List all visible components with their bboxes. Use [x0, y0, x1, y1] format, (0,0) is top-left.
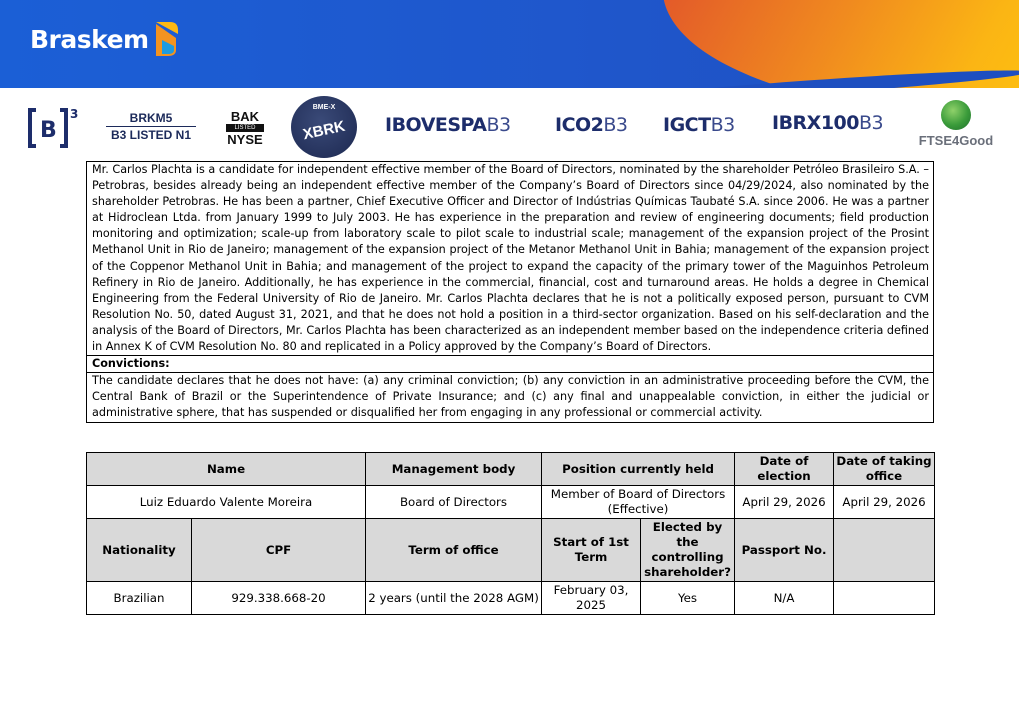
convictions-text: The candidate declares that he does not have: (a) any criminal conviction; (b) any conviction in an administrative proceeding before the CVM, the Central Bank of Brazil or the Superintendence of Private Insurance; and (c) any final and unappealable conviction, in either the judicial or administrative sphere, that has suspended or disqualified her from engaging in any professional or commercial activity.	[92, 374, 929, 420]
ico2-label: ICO2	[555, 114, 604, 136]
brkm5-listing-logo	[106, 111, 196, 142]
header-position: Position currently held	[542, 453, 735, 486]
braskem-mark-icon	[154, 20, 180, 58]
bak-listed: LISTED	[226, 124, 264, 132]
igct-label: IGCT	[663, 114, 711, 136]
table-row	[87, 519, 935, 582]
ibovespa-b3: B3	[486, 114, 511, 136]
header-nationality: Nationality	[87, 519, 192, 582]
svg-text:3: 3	[70, 107, 79, 121]
header-management-body: Management body	[366, 453, 542, 486]
header-date-election: Date of election	[735, 453, 834, 486]
convictions-heading: Convictions:	[87, 355, 933, 373]
ico2-logo	[555, 114, 628, 136]
igct-logo	[663, 114, 735, 136]
ibovespa-logo	[385, 114, 511, 136]
ico2-b3: B3	[603, 114, 628, 136]
globe-icon	[941, 100, 971, 130]
ftse4good-label: FTSE4Good	[918, 133, 994, 148]
cell-start-term: February 03, 2025	[542, 582, 641, 615]
xbrk-badge-top: BME-X	[312, 104, 336, 111]
header-elected-by-controlling: Elected by the controlling shareholder?	[641, 519, 735, 582]
brkm-ticker: BRKM5	[106, 111, 196, 127]
candidate-info-table	[86, 452, 935, 615]
brand-name: Braskem	[30, 24, 149, 54]
svg-text:B: B	[40, 118, 57, 143]
bio-text: Mr. Carlos Plachta is a candidate for independent effective member of the Board of Directors, nominated by the shareholder Petróleo Brasileiro S.A. – Petrobras, besides already being an independent effective member of the Company’s Board of Directors since 04/29/2024, also nominated by the shareholder Petrobras. He has been a partner, Chief Executive Officer and Director of Indústrias Químicas Taubaté S.A. since 2006. He was a partner at Hidroclean Ltda. from January 1999 to July 2003. He has experience in the preparation and review of engineering documents; field production monitoring and optimization; scale-up from laboratory scale to pilot scale to industrial scale; management of the expansion project of the Prosint Methanol Unit in Rio de Janeiro; management of the expansion project of the Metanor Methanol Unit in Bahia; management of the expansion project of the Coppenor Methanol Unit in Bahia; and management of the project to expand the capacity of the primary tower of the Maguinhos Petroleum Refinery in Rio de Janeiro. Additionally, he has experience in the commercial, financial, cost and turnaround areas. He holds a degree in Chemical Engineering from the Federal University of Rio de Janeiro. Mr. Carlos Plachta declares that he is not a politically exposed person, pursuant to CVM Resolution No. 50, dated August 31, 2021, and that he does not hold a position in a third-sector organization. Based on his self-declaration and the analysis of the Board of Directors, Mr. Carlos Plachta has been characterized as an independent member based on the independence criteria defined in Annex K of CVM Resolution No. 80 and replicated in a Policy approved by the Company’s Board of Directors.	[92, 163, 929, 354]
cell-name: Luiz Eduardo Valente Moreira	[87, 486, 366, 519]
brkm-listing: B3 LISTED N1	[110, 128, 191, 142]
cell-cpf: 929.338.668-20	[192, 582, 366, 615]
ftse4good-logo	[914, 100, 998, 148]
ibrx100-label: IBRX100	[772, 112, 859, 134]
candidate-bio-box	[86, 161, 934, 423]
cell-term: 2 years (until the 2028 AGM)	[366, 582, 542, 615]
bak-nyse-logo	[224, 110, 266, 146]
header-date-taking-office: Date of taking office	[834, 453, 935, 486]
cell-date-election: April 29, 2026	[735, 486, 834, 519]
cell-passport: N/A	[735, 582, 834, 615]
ibrx100-b3: B3	[859, 112, 884, 134]
header-blank	[834, 519, 935, 582]
header-term: Term of office	[366, 519, 542, 582]
table-row	[87, 453, 935, 486]
xbrk-badge-logo	[291, 96, 357, 158]
b3-bracket-logo-icon	[26, 104, 82, 150]
header-cpf: CPF	[192, 519, 366, 582]
header-name: Name	[87, 453, 366, 486]
cell-elected-by-controlling: Yes	[641, 582, 735, 615]
xbrk-badge-main: XBRK	[301, 117, 347, 144]
cell-nationality: Brazilian	[87, 582, 192, 615]
igct-b3: B3	[710, 114, 735, 136]
cell-position: Member of Board of Directors (Effective)	[542, 486, 735, 519]
header-passport: Passport No.	[735, 519, 834, 582]
header-banner	[0, 0, 1019, 88]
cell-blank	[834, 582, 935, 615]
ibrx100-logo	[772, 112, 883, 134]
cell-management-body: Board of Directors	[366, 486, 542, 519]
index-logos-strip	[0, 92, 1019, 158]
bak-ticker: BAK	[230, 109, 260, 124]
header-start-term: Start of 1st Term	[542, 519, 641, 582]
bak-exchange: NYSE	[227, 132, 263, 147]
brand-logo[interactable]	[30, 20, 180, 58]
cell-date-taking-office: April 29, 2026	[834, 486, 935, 519]
table-row	[87, 582, 935, 615]
table-row	[87, 486, 935, 519]
ibovespa-label: IBOVESPA	[385, 114, 487, 136]
